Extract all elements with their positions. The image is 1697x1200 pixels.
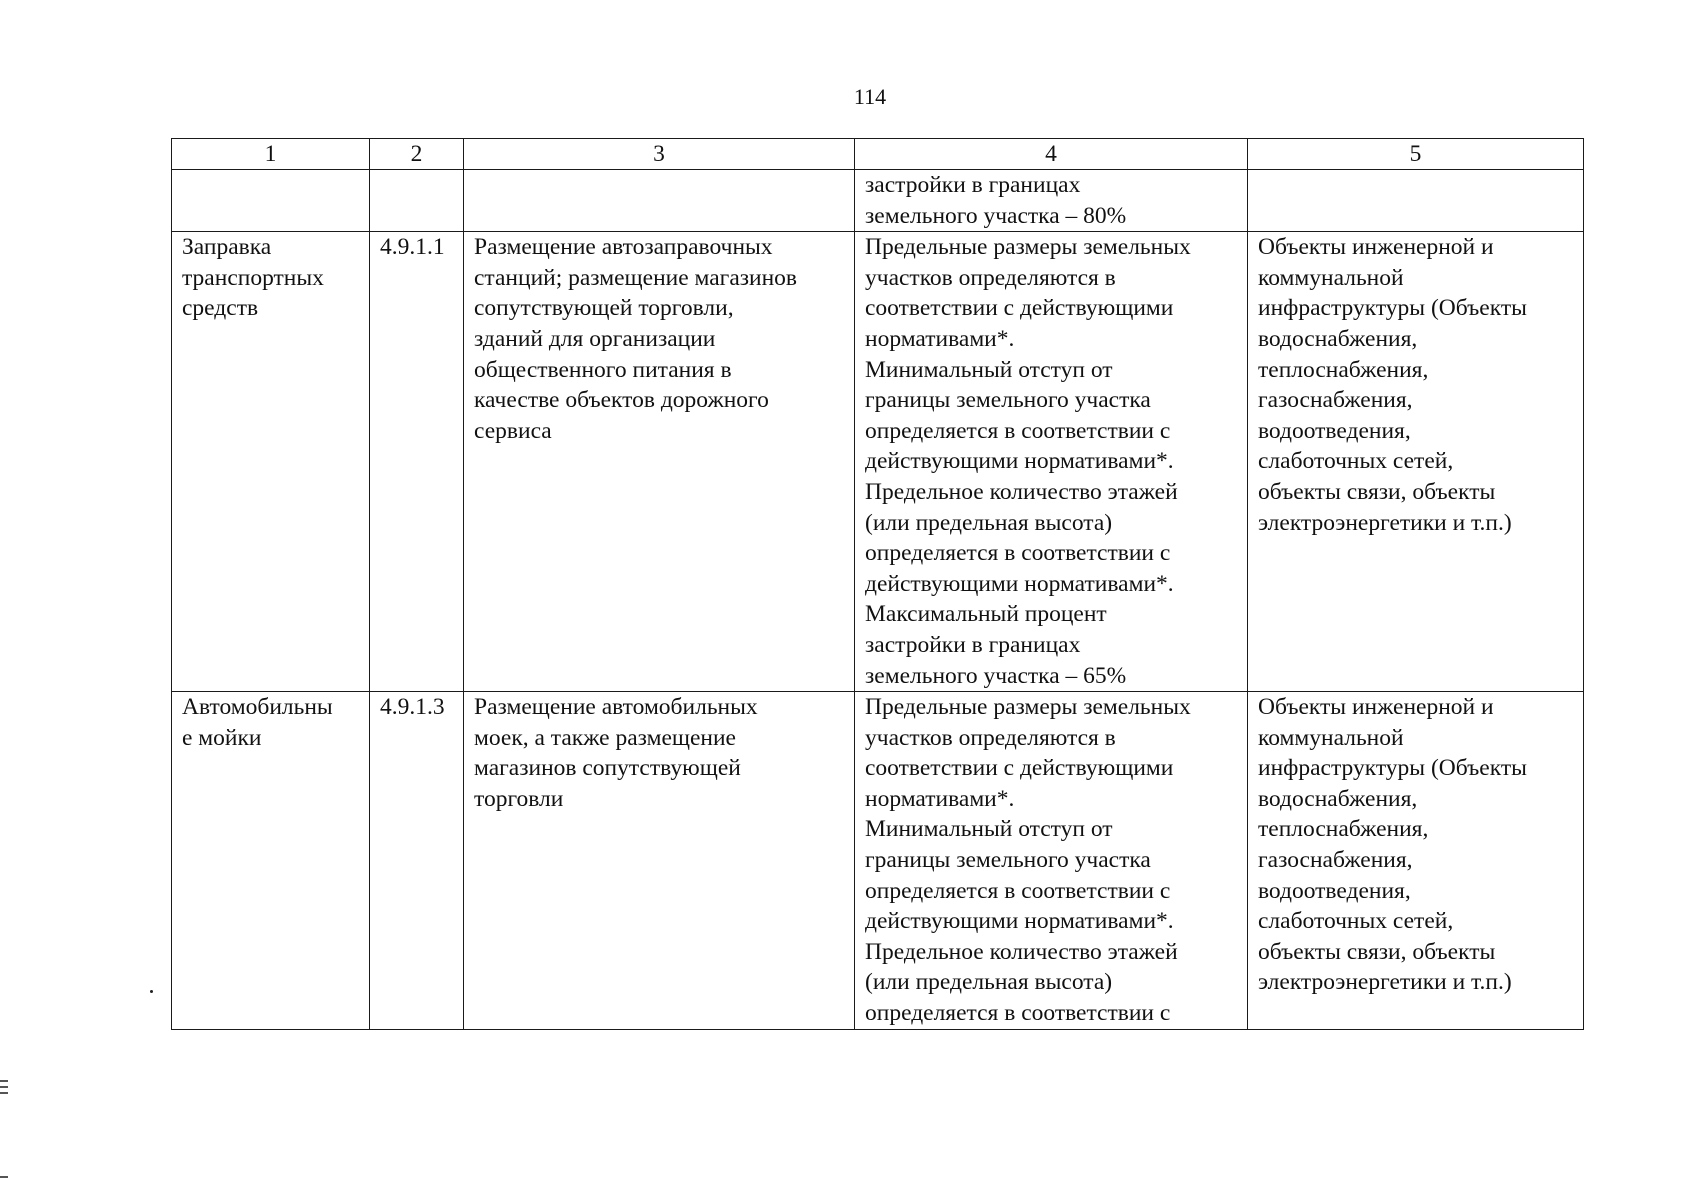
text-line: газоснабжения, [1258,847,1413,874]
cell-auxiliary-objects [1248,692,1584,1030]
text-line: сопутствующей торговли, [474,295,734,322]
text-line: общественного питания в [474,356,732,383]
text-line: Предельные размеры земельных [865,694,1191,721]
text-line: объекты связи, объекты [1258,478,1496,505]
text-line: действующими нормативами*. [865,570,1174,597]
text-line: нормативами*. [865,325,1015,352]
text-line: соответствии с действующими [865,755,1174,782]
cell-description [464,692,855,1030]
cell-auxiliary-objects [1248,232,1584,692]
text-line: сервиса [474,417,552,444]
header-cell-3: 3 [464,139,855,170]
text-line: участков определяются в [865,264,1116,291]
cell-parameters [855,232,1248,692]
text-line: водоотведения, [1258,417,1411,444]
text-line: застройки в границах [865,631,1081,658]
cell-use-type [172,232,370,692]
text-line: объекты связи, объекты [1258,938,1496,965]
text-line: определяется в соответствии с [865,877,1171,904]
cell-empty [464,170,855,232]
land-use-table [171,138,1584,1030]
text-line: Размещение автозаправочных [474,234,773,261]
text-line: коммунальной [1258,264,1404,291]
text-line: Минимальный отступ от [865,356,1113,383]
text-line: средств [182,295,259,322]
cell-empty [370,170,464,232]
table-row-continuation [172,170,1584,232]
text-line: Предельное количество этажей [865,478,1178,505]
text-line: действующими нормативами*. [865,448,1174,475]
text-line: Объекты инженерной и [1258,234,1494,261]
text-line: теплоснабжения, [1258,356,1429,383]
cell-code: 4.9.1.1 [370,232,464,692]
cell-use-type [172,692,370,1030]
text-line: участков определяются в [865,724,1116,751]
cell-empty [1248,170,1584,232]
scan-mark [0,1086,8,1088]
text-line: соответствии с действующими [865,295,1174,322]
cell-parameters-continued [855,170,1248,232]
text-line: определяется в соответствии с [865,1000,1171,1027]
text-line: границы земельного участка [865,387,1151,414]
text-line: земельного участка – 80% [865,202,1127,229]
text-line: определяется в соответствии с [865,417,1171,444]
text-line: транспортных [182,264,324,291]
header-cell-2: 2 [370,139,464,170]
text-line: моек, а также размещение [474,724,736,751]
text-line: электроэнергетики и т.п.) [1258,969,1512,996]
text-line: газоснабжения, [1258,387,1413,414]
text-line: Предельное количество этажей [865,938,1178,965]
text-line: Автомобильны [182,694,333,721]
text-line: застройки в границах [865,172,1081,198]
cell-description [464,232,855,692]
cell-code: 4.9.1.3 [370,692,464,1030]
table-header-row [172,139,1584,170]
text-line: водоотведения, [1258,877,1411,904]
table-row [172,692,1584,1030]
text-line: водоснабжения, [1258,785,1418,812]
text-line: коммунальной [1258,724,1404,751]
text-line: качестве объектов дорожного [474,387,769,414]
header-cell-1: 1 [172,139,370,170]
text-line: инфраструктуры (Объекты [1258,755,1527,782]
text-line: нормативами*. [865,785,1015,812]
text-line: (или предельная высота) [865,969,1113,996]
text-line: Объекты инженерной и [1258,694,1494,721]
scan-mark [0,1176,8,1178]
cell-parameters [855,692,1248,1030]
text-line: земельного участка – 65% [865,662,1127,689]
text-line: магазинов сопутствующей [474,755,741,782]
text-line: Размещение автомобильных [474,694,758,721]
text-line: инфраструктуры (Объекты [1258,295,1527,322]
text-line: Предельные размеры земельных [865,234,1191,261]
text-line: станций; размещение магазинов [474,264,798,291]
table-row [172,232,1584,692]
text-line: торговли [474,785,564,812]
header-cell-4: 4 [855,139,1248,170]
scan-mark [0,1092,8,1094]
text-line: Минимальный отступ от [865,816,1113,843]
text-line: действующими нормативами*. [865,908,1174,935]
header-cell-5: 5 [1248,139,1584,170]
scan-mark [0,1080,8,1082]
cell-empty [172,170,370,232]
text-line: электроэнергетики и т.п.) [1258,509,1512,536]
page-number: 114 [853,84,887,109]
scan-dot [150,990,153,993]
text-line: слаботочных сетей, [1258,448,1454,475]
text-line: Максимальный процент [865,601,1107,628]
text-line: теплоснабжения, [1258,816,1429,843]
text-line: е мойки [182,724,262,751]
text-line: границы земельного участка [865,847,1151,874]
text-line: водоснабжения, [1258,325,1418,352]
text-line: зданий для организации [474,325,716,352]
text-line: Заправка [182,234,272,261]
text-line: определяется в соответствии с [865,540,1171,567]
text-line: слаботочных сетей, [1258,908,1454,935]
text-line: (или предельная высота) [865,509,1113,536]
